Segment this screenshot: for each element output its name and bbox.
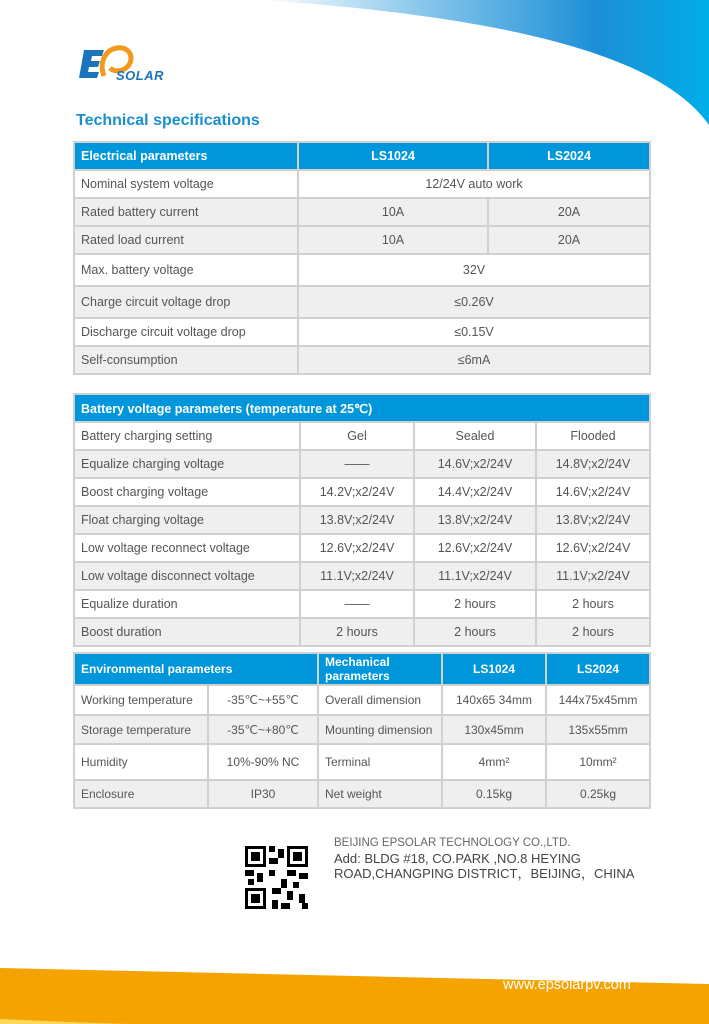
table-row	[74, 780, 318, 808]
table-header-row	[74, 653, 318, 685]
table-row	[318, 744, 650, 780]
row-value: -35℃~+80℃	[208, 715, 318, 744]
row-value: 0.25kg	[546, 780, 650, 808]
row-label: Charge circuit voltage drop	[74, 286, 298, 318]
table-row	[74, 198, 650, 226]
row-value: ≤0.15V	[298, 318, 650, 346]
table-row	[74, 506, 650, 534]
row-value: 11.1V;x2/24V	[414, 562, 536, 590]
row-label: Discharge circuit voltage drop	[74, 318, 298, 346]
company-address-block	[334, 836, 634, 881]
table-row	[74, 618, 650, 646]
row-value: 32V	[298, 254, 650, 286]
row-label: Rated load current	[74, 226, 298, 254]
table-row	[74, 685, 318, 715]
row-value: 4mm²	[442, 744, 546, 780]
electrical-parameters-table	[73, 141, 651, 375]
table-header-row	[74, 142, 650, 170]
table-row	[74, 534, 650, 562]
row-label: Overall dimension	[318, 685, 442, 715]
row-label: Terminal	[318, 744, 442, 780]
row-label: Rated battery current	[74, 198, 298, 226]
row-label: Low voltage reconnect voltage	[74, 534, 300, 562]
table-row	[74, 422, 650, 450]
table-row	[74, 590, 650, 618]
table-row	[74, 286, 650, 318]
epsolar-logo	[78, 40, 188, 92]
table-header-row	[318, 653, 650, 685]
row-value: 144x75x45mm	[546, 685, 650, 715]
row-label: Storage temperature	[74, 715, 208, 744]
column-label: Battery charging setting	[74, 422, 300, 450]
row-value: IP30	[208, 780, 318, 808]
row-value: 10A	[298, 198, 488, 226]
row-label: Net weight	[318, 780, 442, 808]
website-link[interactable]: www.epsolarpv.com	[503, 977, 631, 993]
row-value: 140x65 34mm	[442, 685, 546, 715]
table-row	[74, 346, 650, 374]
header-cell: Electrical parameters	[74, 142, 298, 170]
row-value: 13.8V;x2/24V	[300, 506, 414, 534]
row-value: -35℃~+55℃	[208, 685, 318, 715]
row-value: 13.8V;x2/24V	[536, 506, 650, 534]
row-value: 14.6V;x2/24V	[414, 450, 536, 478]
table-row	[318, 685, 650, 715]
row-value: 2 hours	[536, 590, 650, 618]
row-value: 2 hours	[414, 618, 536, 646]
table-row	[74, 450, 650, 478]
address-line-2: ROAD,CHANGPING DISTRICT，BEIJING，CHINA	[334, 866, 635, 881]
row-value: ≤0.26V	[298, 286, 650, 318]
table-row	[318, 715, 650, 744]
row-label: Self-consumption	[74, 346, 298, 374]
table-row	[74, 318, 650, 346]
row-value: 10mm²	[546, 744, 650, 780]
header-cell: LS2024	[546, 653, 650, 685]
row-value: 12.6V;x2/24V	[300, 534, 414, 562]
row-label: Enclosure	[74, 780, 208, 808]
row-value: ——	[300, 450, 414, 478]
row-label: Humidity	[74, 744, 208, 780]
column-label: Gel	[300, 422, 414, 450]
row-value: 14.6V;x2/24V	[536, 478, 650, 506]
header-cell: LS1024	[298, 142, 488, 170]
row-value: ≤6mA	[298, 346, 650, 374]
address-line-1: Add: BLDG #18, CO.PARK ,NO.8 HEYING	[334, 851, 581, 866]
row-value: 10A	[298, 226, 488, 254]
header-cell: Environmental parameters	[74, 653, 318, 685]
table-row	[74, 226, 650, 254]
table-header-row	[74, 394, 650, 422]
row-value: 14.4V;x2/24V	[414, 478, 536, 506]
header-cell: Mechanical parameters	[318, 653, 442, 685]
row-value: 12.6V;x2/24V	[414, 534, 536, 562]
mechanical-parameters-table	[317, 652, 651, 809]
row-value: 2 hours	[414, 590, 536, 618]
column-label: Sealed	[414, 422, 536, 450]
row-label: Nominal system voltage	[74, 170, 298, 198]
row-label: Low voltage disconnect voltage	[74, 562, 300, 590]
header-cell: LS2024	[488, 142, 650, 170]
table-row	[318, 780, 650, 808]
row-value: 130x45mm	[442, 715, 546, 744]
row-value: 2 hours	[300, 618, 414, 646]
row-value: 0.15kg	[442, 780, 546, 808]
table-row	[74, 744, 318, 780]
table-row	[74, 170, 650, 198]
row-label: Working temperature	[74, 685, 208, 715]
row-value: 14.8V;x2/24V	[536, 450, 650, 478]
row-value: 12/24V auto work	[298, 170, 650, 198]
row-label: Boost duration	[74, 618, 300, 646]
table-row	[74, 254, 650, 286]
environmental-parameters-table	[73, 652, 319, 809]
row-label: Boost charging voltage	[74, 478, 300, 506]
row-value: 12.6V;x2/24V	[536, 534, 650, 562]
row-label: Equalize duration	[74, 590, 300, 618]
footer-band-decoration	[0, 900, 709, 1024]
page-title: Technical specifications	[76, 112, 260, 129]
row-value: 13.8V;x2/24V	[414, 506, 536, 534]
row-value: 11.1V;x2/24V	[300, 562, 414, 590]
logo-text: SOLAR	[116, 68, 164, 83]
row-label: Float charging voltage	[74, 506, 300, 534]
row-label: Equalize charging voltage	[74, 450, 300, 478]
header-cell: LS1024	[442, 653, 546, 685]
row-value: 20A	[488, 198, 650, 226]
column-label: Flooded	[536, 422, 650, 450]
row-value: 2 hours	[536, 618, 650, 646]
table-row	[74, 478, 650, 506]
row-value: 11.1V;x2/24V	[536, 562, 650, 590]
header-cell: Battery voltage parameters (temperature at 25℃)	[74, 394, 650, 422]
row-value: 14.2V;x2/24V	[300, 478, 414, 506]
table-row	[74, 715, 318, 744]
row-value: 20A	[488, 226, 650, 254]
table-row	[74, 562, 650, 590]
row-label: Max. battery voltage	[74, 254, 298, 286]
row-value: 135x55mm	[546, 715, 650, 744]
battery-voltage-table	[73, 393, 651, 647]
row-label: Mounting dimension	[318, 715, 442, 744]
row-value: ——	[300, 590, 414, 618]
company-name: BEIJING EPSOLAR TECHNOLOGY CO.,LTD.	[334, 837, 571, 849]
row-value: 10%-90% NC	[208, 744, 318, 780]
